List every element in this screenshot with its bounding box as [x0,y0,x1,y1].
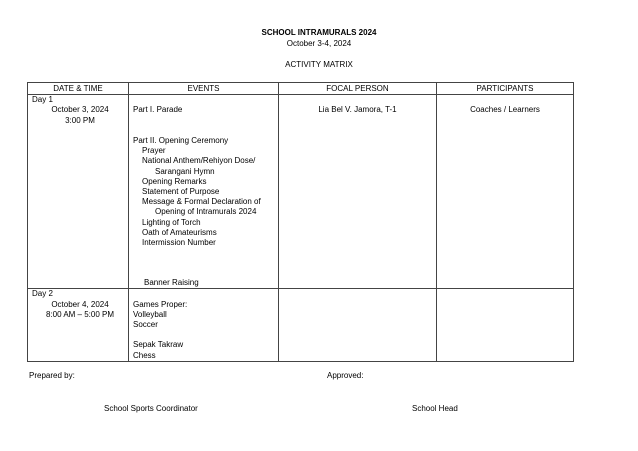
event-item-continuation: Opening of Intramurals 2024 [155,207,257,217]
prepared-by-label: Prepared by: [29,371,75,380]
day1-participants-cell [437,95,574,289]
day2-participants-cell [437,289,574,361]
participants: Coaches / Learners [470,105,540,115]
day1-label: Day 1 [32,95,53,105]
table-header-row [28,83,574,95]
event-item: Prayer [142,146,166,156]
day1-focal-person-cell [279,95,437,289]
day2-focal-person-cell [279,289,437,361]
focal-person: Lia Bel V. Jamora, T-1 [318,105,397,115]
event-item-banner: Banner Raising [144,278,199,288]
column-header-date-time: DATE & TIME [28,83,129,95]
event-item: Chess [133,350,156,360]
event-item: Opening Remarks [142,176,207,186]
day2-label: Day 2 [32,289,53,299]
column-header-focal-person: FOCAL PERSON [279,83,437,95]
event-item: Sepak Takraw [133,340,184,350]
day1-date-cell [28,95,129,289]
table-row-day-1 [28,95,574,289]
column-header-participants: PARTICIPANTS [437,83,574,95]
day1-part2: Part II. Opening Ceremony [133,135,229,145]
event-item: Volleyball [133,309,167,319]
event-item: Lighting of Torch [142,217,201,227]
event-dates: October 3-4, 2024 [286,39,352,48]
event-item: Intermission Number [142,238,216,247]
school-head-signature-label: School Head [412,404,458,413]
event-item: Soccer [133,320,158,329]
day1-part1: Part I. Parade [133,105,183,115]
coordinator-signature-label: School Sports Coordinator [104,404,198,413]
event-item: Statement of Purpose [142,186,220,196]
event-item: Message & Formal Declaration of [142,197,261,207]
event-item: National Anthem/Rehiyon Dose/ [142,156,256,166]
column-header-events: EVENTS [129,83,279,95]
day2-date-cell [28,289,129,361]
matrix-title: ACTIVITY MATRIX [285,60,353,69]
table-row-day-2 [28,289,574,361]
day2-time: 8:00 AM – 5:00 PM [45,309,115,319]
event-item: Games Proper: [133,299,188,309]
day1-events-cell [129,95,279,289]
day2-events-cell [129,289,279,361]
event-item-continuation: Sarangani Hymn [155,166,215,176]
day2-date: October 4, 2024 [51,299,109,309]
day1-date: October 3, 2024 [51,105,109,115]
activity-matrix-table [27,82,574,362]
document-title: SCHOOL INTRAMURALS 2024 [261,28,377,37]
day1-time: 3:00 PM [65,115,95,125]
approved-label: Approved: [327,371,364,380]
event-item: Oath of Amateurisms [142,227,217,237]
